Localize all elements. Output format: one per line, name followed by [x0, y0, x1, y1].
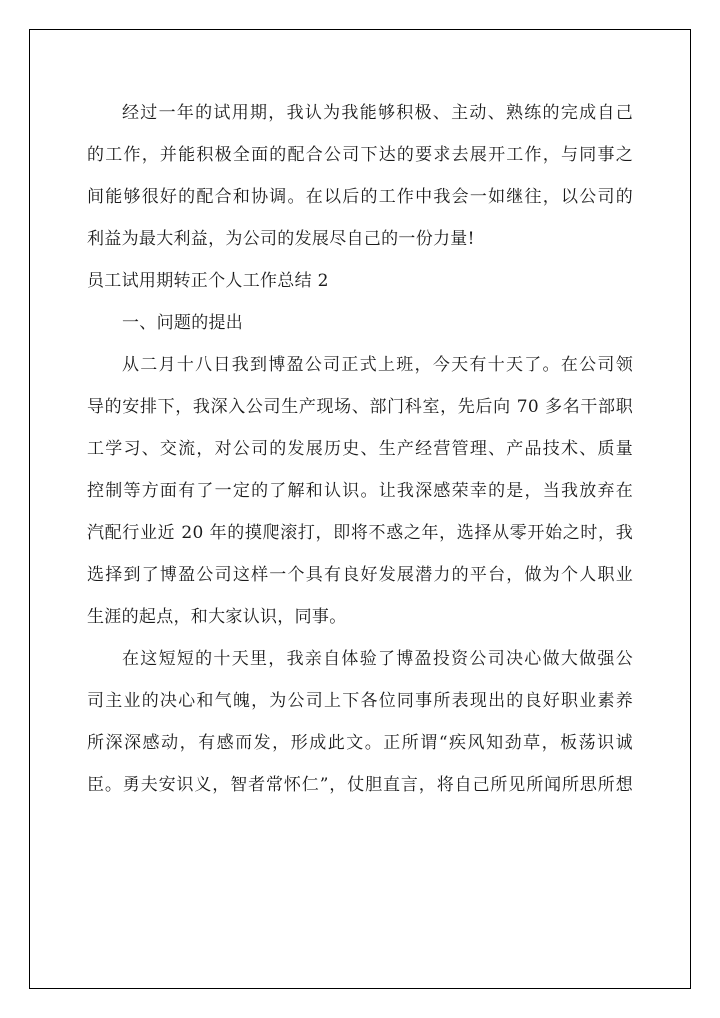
paragraph-line: 在这短短的十天里，我亲自体验了博盈投资公司决心做大做强公 — [122, 649, 633, 669]
paragraph-line: 选择到了博盈公司这样一个具有良好发展潜力的平台，做为个人职业 — [87, 565, 633, 585]
paragraph-line: 生涯的起点，和大家认识，同事。 — [87, 607, 347, 627]
paragraph-line: 从二月十八日我到博盈公司正式上班，今天有十天了。在公司领 — [122, 355, 633, 375]
paragraph-line: 利益为最大利益，为公司的发展尽自己的一份力量! — [87, 229, 475, 249]
paragraph-line: 司主业的决心和气魄，为公司上下各位同事所表现出的良好职业素养 — [87, 691, 633, 711]
paragraph-line: 工学习、交流，对公司的发展历史、生产经营管理、产品技术、质量 — [87, 439, 633, 459]
paragraph-line: 汽配行业近 20 年的摸爬滚打，即将不惑之年，选择从零开始之时，我 — [87, 523, 633, 543]
paragraph-line: 所深深感动，有感而发，形成此文。正所谓“疾风知劲草，板荡识诚 — [87, 733, 633, 753]
paragraph-line: 导的安排下，我深入公司生产现场、部门科室，先后向 70 多名干部职 — [87, 397, 633, 417]
subsection-heading: 一、问题的提出 — [122, 313, 244, 333]
paragraph-line: 间能够很好的配合和协调。在以后的工作中我会一如继往，以公司的 — [87, 187, 633, 207]
paragraph-line: 经过一年的试用期，我认为我能够积极、主动、熟练的完成自己 — [122, 103, 633, 123]
section-heading: 员工试用期转正个人工作总结 2 — [87, 271, 329, 291]
paragraph-line: 臣。勇夫安识义，智者常怀仁”，仗胆直言，将自己所见所闻所思所想 — [87, 775, 633, 795]
paragraph-line: 的工作，并能积极全面的配合公司下达的要求去展开工作，与同事之 — [87, 145, 633, 165]
document-body — [87, 92, 633, 806]
paragraph-line: 控制等方面有了一定的了解和认识。让我深感荣幸的是，当我放弃在 — [87, 481, 633, 501]
